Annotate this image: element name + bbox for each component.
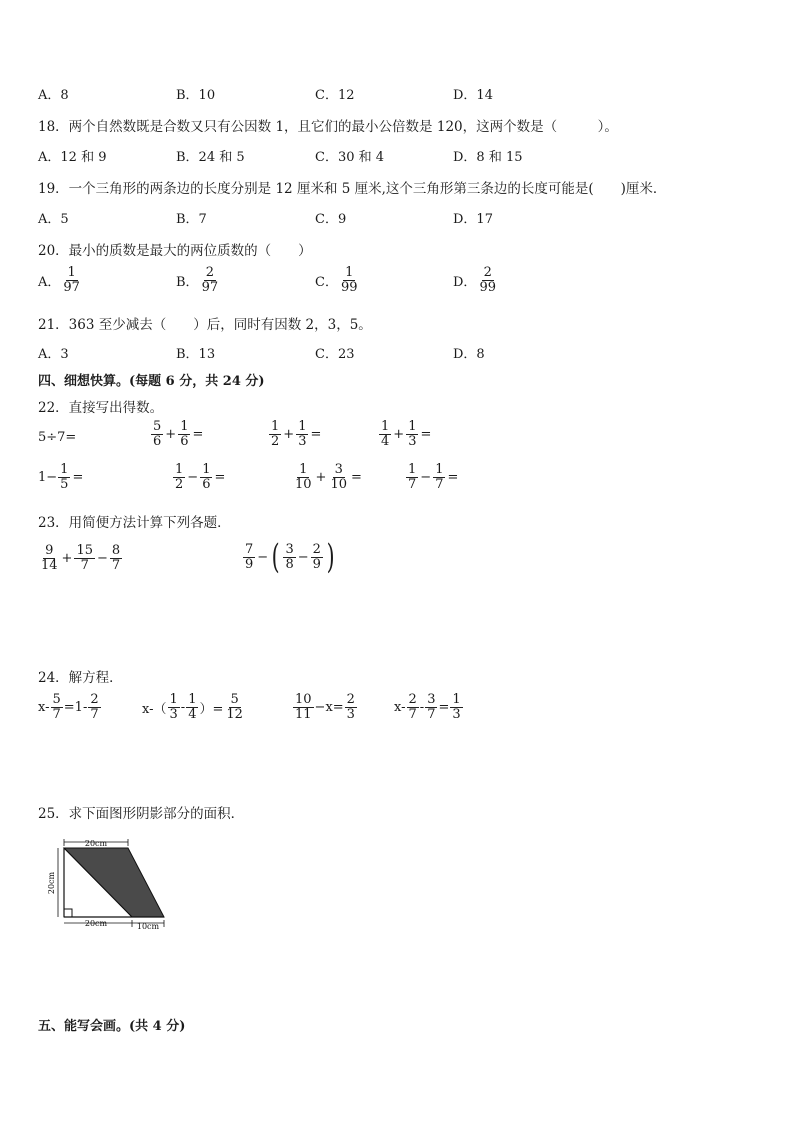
q22-r2-e2: $\frac{1}{2}$ − $\frac{1}{6}$ = — [175, 462, 226, 492]
shaded-region — [64, 848, 164, 917]
q22-r2-e1: 1− $\frac{1}{5}$ = — [38, 462, 84, 492]
q18-option-a[interactable]: A．12 和 9 — [38, 150, 107, 165]
q22-r1-e2: $\frac{5}{6}$ + $\frac{1}{6}$ = — [153, 419, 204, 449]
q21-option-d[interactable]: D．8 — [453, 347, 485, 362]
option-letter: A． — [38, 274, 61, 290]
q23-question: 23．用简便方法计算下列各题． — [38, 515, 231, 531]
q20-option-a[interactable] — [38, 266, 83, 294]
q19-option-c[interactable]: C．9 — [315, 212, 347, 227]
q21-question: 21．363 至少减去（ ）后，同时有因数 2，3，5。 — [38, 317, 372, 333]
shaded-figure-diagram — [40, 836, 180, 932]
q20-option-b[interactable] — [176, 266, 221, 294]
q18-question: 18．两个自然数既是合数又只有公因数 1，且它们的最小公倍数是 120，这两个数是（ ）。 — [38, 119, 618, 135]
fraction: $\frac{2}{97}$ — [201, 265, 219, 295]
q17-option-d[interactable]: D．14 — [453, 88, 493, 103]
q22-r1-e3: $\frac{1}{2}$ + $\frac{1}{3}$ = — [271, 419, 322, 449]
q22-r1-e1: 5÷7= — [38, 430, 77, 445]
q21-option-b[interactable]: B．13 — [176, 347, 216, 362]
option-letter: B． — [176, 274, 199, 290]
q23-expression-1: $\frac{9}{14}$ + $\frac{15}{7}$ − $\frac{8}{7}$ — [41, 543, 121, 573]
q17-option-c[interactable]: C．12 — [315, 88, 355, 103]
q20-option-d[interactable] — [453, 266, 499, 294]
q22-r1-e4: $\frac{1}{4}$ + $\frac{1}{3}$ = — [381, 419, 432, 449]
q23-expression-2: $\frac{7}{9}$ − ( $\frac{3}{8}$ − $\frac{2}{9}$ ) — [245, 537, 335, 577]
q19-option-d[interactable]: D．17 — [453, 212, 493, 227]
q24-equation-2: x-（ $\frac{1}{3}$ - $\frac{1}{4}$ ）= $\frac{5}{12}$ — [142, 692, 243, 722]
option-letter: C． — [315, 274, 338, 290]
fraction: $\frac{1}{99}$ — [340, 265, 358, 295]
fraction: $\frac{1}{97}$ — [63, 265, 80, 295]
section-five-title: 五、能写会画。(共 4 分) — [38, 1019, 186, 1034]
q19-option-b[interactable]: B．7 — [176, 212, 207, 227]
q24-equation-3: $\frac{10}{11}$ −x= $\frac{2}{3}$ — [295, 692, 355, 722]
q18-option-b[interactable]: B．24 和 5 — [176, 150, 245, 165]
fraction: $\frac{2}{99}$ — [479, 265, 496, 295]
q21-option-a[interactable]: A．3 — [38, 347, 69, 362]
option-letter: D． — [453, 274, 477, 290]
q24-equation-4: x- $\frac{2}{7}$ - $\frac{3}{7}$ = $\frac{1}{3}$ — [394, 692, 461, 722]
bottom-right-label: 10cm — [136, 922, 160, 931]
q22-r2-e4: $\frac{1}{7}$ − $\frac{1}{7}$ = — [408, 462, 459, 492]
q20-question: 20．最小的质数是最大的两位质数的（ ） — [38, 243, 312, 259]
section-four-title: 四、细想快算。(每题 6 分，共 24 分) — [38, 374, 265, 389]
q19-option-a[interactable]: A．5 — [38, 212, 69, 227]
q19-question: 19．一个三角形的两条边的长度分别是 12 厘米和 5 厘米,这个三角形第三条边的长度可能是( )厘米． — [38, 181, 667, 197]
q18-option-d[interactable]: D．8 和 15 — [453, 150, 523, 165]
q17-option-b[interactable]: B．10 — [176, 88, 216, 103]
right-angle-marker — [64, 909, 72, 917]
q22-r2-e3: $\frac{1}{10}$ + $\frac{3}{10}$ = — [295, 462, 362, 492]
q20-option-c[interactable] — [315, 266, 361, 294]
left-label: 20cm — [47, 871, 56, 895]
q18-option-c[interactable]: C．30 和 4 — [315, 150, 385, 165]
q17-option-a[interactable]: A．8 — [38, 88, 69, 103]
top-label: 20cm — [84, 839, 108, 848]
q24-question: 24．解方程． — [38, 670, 123, 686]
q21-option-c[interactable]: C．23 — [315, 347, 355, 362]
q22-question: 22．直接写出得数。 — [38, 400, 164, 416]
bottom-label: 20cm — [84, 919, 108, 928]
q25-question: 25．求下面图形阴影部分的面积． — [38, 806, 245, 822]
q24-equation-1: x- $\frac{5}{7}$ =1- $\frac{2}{7}$ — [38, 692, 99, 722]
